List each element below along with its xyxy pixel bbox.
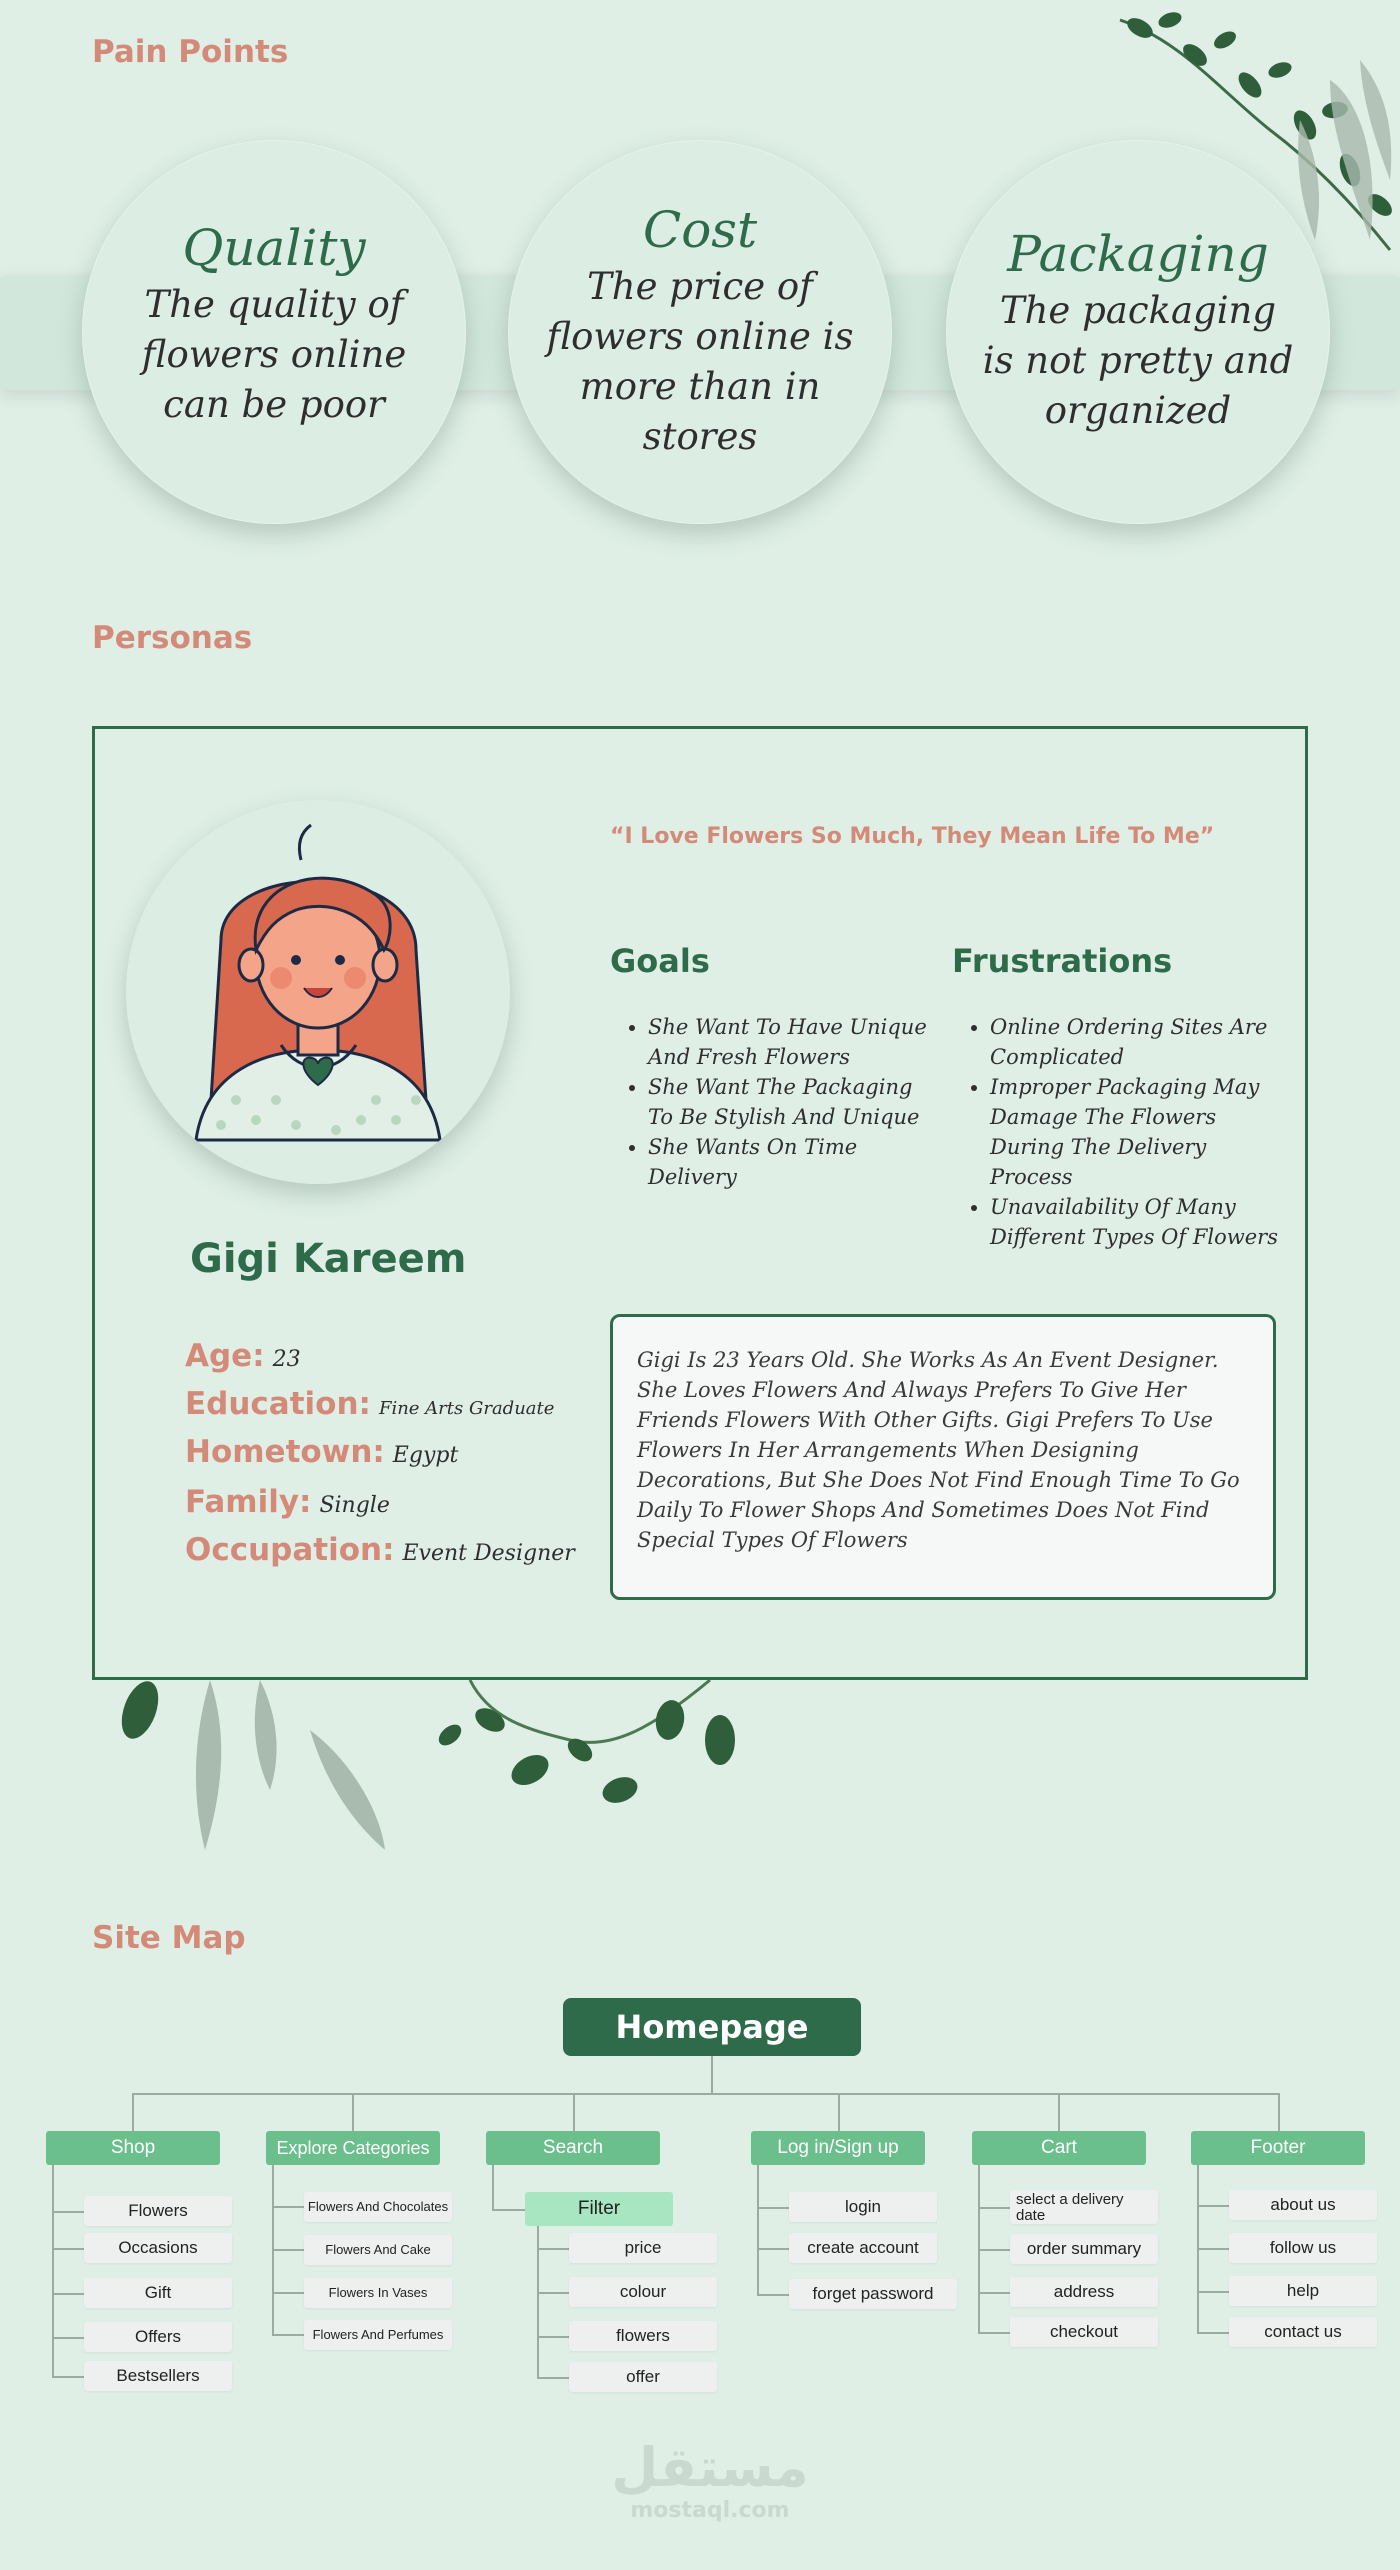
sitemap-item: offer xyxy=(569,2362,717,2392)
pain-points-title: Pain Points xyxy=(92,34,289,70)
leaves-decoration-bottom xyxy=(110,1680,760,1860)
pain-point-heading: Packaging xyxy=(1007,225,1269,283)
connector-line xyxy=(1058,2093,1060,2131)
attr-value: Event Designer xyxy=(402,1541,575,1566)
attr-label: Occupation: xyxy=(185,1532,395,1568)
connector-line xyxy=(52,2165,54,2377)
attr-label: Age: xyxy=(185,1338,265,1374)
connector-line xyxy=(52,2248,84,2250)
connector-line xyxy=(492,2209,525,2211)
connector-line xyxy=(757,2207,789,2209)
connector-line xyxy=(1197,2332,1229,2334)
attr-value: Fine Arts Graduate xyxy=(378,1398,555,1419)
connector-line xyxy=(978,2292,1010,2294)
attr-occupation xyxy=(185,1532,575,1568)
connector-line xyxy=(492,2165,494,2210)
sitemap-item: Flowers In Vases xyxy=(304,2278,452,2308)
goals-heading: Goals xyxy=(610,942,710,980)
connector-line xyxy=(757,2248,789,2250)
personas-title: Personas xyxy=(92,620,253,656)
sitemap-item: address xyxy=(1010,2277,1158,2307)
attr-value: Egypt xyxy=(392,1443,459,1468)
goal-item: • She Want To Have Unique And Fresh Flowers xyxy=(648,1012,930,1072)
connector-line xyxy=(573,2093,575,2131)
persona-name: Gigi Kareem xyxy=(190,1236,467,1282)
sitemap-footer: Footer xyxy=(1191,2131,1365,2165)
connector-line xyxy=(838,2093,840,2131)
connector-line xyxy=(352,2093,354,2131)
pain-point-heading: Cost xyxy=(642,201,758,259)
attr-label: Family: xyxy=(185,1484,312,1520)
pain-point-quality xyxy=(82,140,466,524)
connector-line xyxy=(1278,2093,1280,2131)
attr-label: Hometown: xyxy=(185,1434,385,1470)
sitemap-item: flowers xyxy=(569,2321,717,2351)
sitemap-explore-categories: Explore Categories xyxy=(266,2131,440,2165)
frustrations-heading: Frustrations xyxy=(952,942,1173,980)
sitemap-cart: Cart xyxy=(972,2131,1146,2165)
sitemap-item: checkout xyxy=(1010,2317,1158,2347)
sitemap-item: forget password xyxy=(789,2279,957,2309)
sitemap-item: price xyxy=(569,2233,717,2263)
goals-list xyxy=(610,1012,930,1192)
connector-line xyxy=(132,2093,1280,2095)
connector-line xyxy=(757,2294,789,2296)
attr-hometown xyxy=(185,1434,458,1470)
connector-line xyxy=(537,2377,569,2379)
connector-line xyxy=(757,2165,759,2295)
connector-line xyxy=(1197,2205,1229,2207)
pain-point-heading: Quality xyxy=(182,219,366,277)
sitemap-item: colour xyxy=(569,2277,717,2307)
connector-line xyxy=(52,2337,84,2339)
attr-education xyxy=(185,1386,554,1422)
frustration-item: • Unavailability Of Many Different Types Of Flowers xyxy=(990,1192,1282,1252)
goal-item: • She Want The Packaging To Be Stylish And Unique xyxy=(648,1072,930,1132)
watermark-url: mostaql.com xyxy=(630,2498,790,2523)
persona-quote: “I Love Flowers So Much, They Mean Life To Me” xyxy=(610,824,1215,849)
connector-line xyxy=(1197,2291,1229,2293)
connector-line xyxy=(1197,2248,1229,2250)
sitemap-item: Occasions xyxy=(84,2233,232,2263)
sitemap-item: order summary xyxy=(1010,2234,1158,2264)
pain-point-text: The price of flowers online is more than in stores xyxy=(546,264,854,458)
connector-line xyxy=(537,2336,569,2338)
sitemap-shop: Shop xyxy=(46,2131,220,2165)
sitemap-item: Bestsellers xyxy=(84,2361,232,2391)
sitemap-item: Flowers And Perfumes xyxy=(304,2320,452,2350)
goal-item: • She Wants On Time Delivery xyxy=(648,1132,930,1192)
connector-line xyxy=(272,2249,304,2251)
connector-line xyxy=(978,2249,1010,2251)
sitemap-item: select a delivery date xyxy=(1010,2190,1158,2224)
sitemap-item: follow us xyxy=(1229,2233,1377,2263)
sitemap-login-signup: Log in/Sign up xyxy=(751,2131,925,2165)
connector-line xyxy=(272,2292,304,2294)
frustrations-list xyxy=(952,1012,1282,1252)
connector-line xyxy=(978,2207,1010,2209)
sitemap-filter: Filter xyxy=(525,2192,673,2226)
attr-value: 23 xyxy=(272,1347,301,1372)
sitemap-item: Offers xyxy=(84,2322,232,2352)
pain-point-packaging xyxy=(946,140,1330,524)
attr-value: Single xyxy=(319,1493,390,1518)
sitemap-item: help xyxy=(1229,2276,1377,2306)
sitemap-item: Flowers And Cake xyxy=(304,2235,452,2265)
connector-line xyxy=(711,2056,713,2094)
attr-age xyxy=(185,1338,301,1374)
connector-line xyxy=(272,2334,304,2336)
connector-line xyxy=(52,2211,84,2213)
pain-point-cost xyxy=(508,140,892,524)
connector-line xyxy=(52,2376,84,2378)
sitemap-item: contact us xyxy=(1229,2317,1377,2347)
sitemap-item: Flowers xyxy=(84,2196,232,2226)
connector-line xyxy=(132,2093,134,2131)
watermark-logo: مستقل xyxy=(611,2436,809,2499)
sitemap-item: Flowers And Chocolates xyxy=(304,2192,452,2222)
homepage-node: Homepage xyxy=(563,1998,861,2056)
frustration-item: • Improper Packaging May Damage The Flowers During The Delivery Process xyxy=(990,1072,1282,1192)
avatar xyxy=(126,800,510,1184)
attr-label: Education: xyxy=(185,1386,371,1422)
avatar-illustration xyxy=(126,800,510,1184)
site-map-title: Site Map xyxy=(92,1920,246,1956)
connector-line xyxy=(537,2292,569,2294)
sitemap-item: create account xyxy=(789,2233,937,2263)
attr-family xyxy=(185,1484,390,1520)
pain-point-text: The packaging is not pretty and organized xyxy=(982,288,1294,432)
sitemap-item: about us xyxy=(1229,2190,1377,2220)
connector-line xyxy=(272,2206,304,2208)
sitemap-item: Gift xyxy=(84,2278,232,2308)
pain-point-text: The quality of flowers online can be poor xyxy=(141,282,407,426)
persona-bio: Gigi Is 23 Years Old. She Works As An Event Designer. She Loves Flowers And Always Prefers To Give Her Friends Flowers With Other Gifts. Gigi Prefers To Use Flowers In Her Arrangements When Designing Decorations, But She Does Not Find Enough Time To Go Daily To Flower Shops And Sometimes Does Not Find Special Types Of Flowers xyxy=(610,1314,1276,1600)
sitemap-item: login xyxy=(789,2192,937,2222)
connector-line xyxy=(978,2332,1010,2334)
frustration-item: • Online Ordering Sites Are Complicated xyxy=(990,1012,1282,1072)
connector-line xyxy=(537,2248,569,2250)
sitemap-search: Search xyxy=(486,2131,660,2165)
connector-line xyxy=(52,2293,84,2295)
